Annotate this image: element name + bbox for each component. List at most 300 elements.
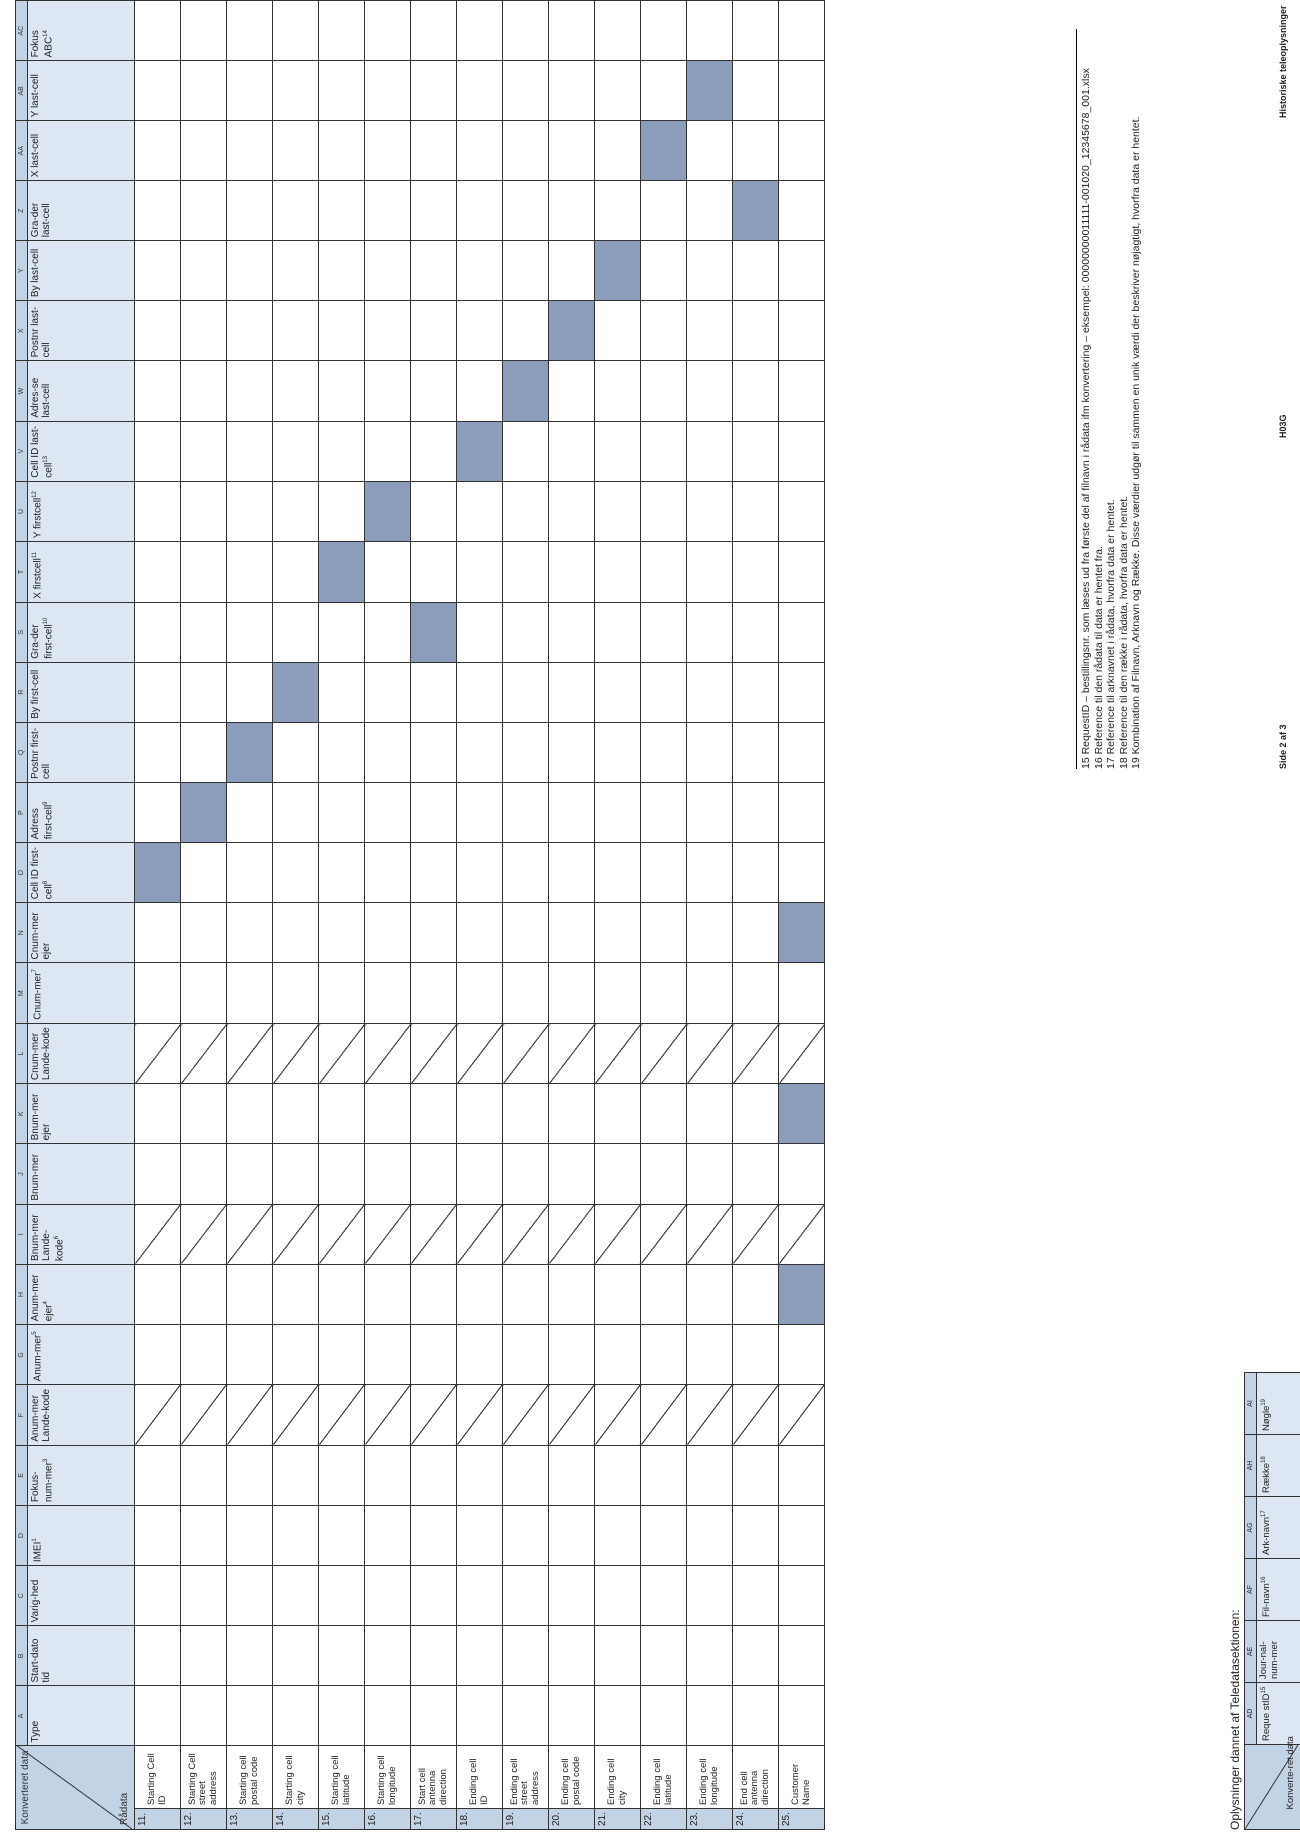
table-cell — [733, 1686, 779, 1746]
table-cell — [457, 1144, 503, 1204]
not-applicable-cell — [227, 1023, 273, 1083]
document-code: H03G — [1278, 414, 1288, 438]
table-cell — [687, 1084, 733, 1144]
table-cell — [687, 1144, 733, 1204]
table-cell — [549, 1144, 595, 1204]
row-label: Start cell antenna direction — [411, 1746, 457, 1809]
table-cell — [549, 421, 595, 481]
table-cell — [595, 963, 641, 1023]
table-cell — [411, 662, 457, 722]
table-cell — [319, 1626, 365, 1686]
column-header — [28, 241, 135, 301]
column-header — [28, 121, 135, 181]
mapped-cell — [227, 722, 273, 782]
table-cell — [273, 301, 319, 361]
table-cell — [503, 542, 549, 603]
column-header-label: By last-cell — [30, 248, 41, 298]
column-header-label: Cnum-mer Lande-kode — [30, 1027, 52, 1081]
table-cell — [595, 121, 641, 181]
table-cell — [365, 602, 411, 662]
row-label: Ending cell ID — [457, 1746, 503, 1809]
table-cell — [273, 782, 319, 842]
table-cell — [457, 1445, 503, 1505]
table-cell — [595, 361, 641, 421]
table-cell — [457, 301, 503, 361]
table-cell — [595, 1325, 641, 1385]
table-cell — [365, 61, 411, 121]
table-cell — [457, 782, 503, 842]
not-applicable-cell — [595, 1385, 641, 1445]
column-letter: M — [16, 963, 28, 1023]
table-cell — [319, 121, 365, 181]
row-label: Ending cell street address — [503, 1746, 549, 1809]
not-applicable-cell — [503, 1204, 549, 1264]
not-applicable-cell — [779, 1385, 825, 1445]
table-cell — [549, 843, 595, 903]
not-applicable-cell — [411, 1385, 457, 1445]
not-applicable-cell — [319, 1385, 365, 1445]
table-cell — [595, 542, 641, 603]
table-cell — [181, 1084, 227, 1144]
table-cell — [181, 361, 227, 421]
table-cell — [227, 421, 273, 481]
column-letter: P — [16, 782, 28, 842]
table-cell — [181, 903, 227, 963]
table-cell — [411, 481, 457, 542]
column-letter: V — [16, 421, 28, 481]
corner-diagonal — [16, 1746, 132, 1829]
table-cell — [319, 722, 365, 782]
table-cell — [411, 722, 457, 782]
footnote-ref: 19 — [1261, 1398, 1267, 1406]
table-cell — [411, 421, 457, 481]
mapped-cell — [365, 481, 411, 542]
mapped-cell — [503, 361, 549, 421]
table-cell — [227, 301, 273, 361]
table-cell — [641, 1445, 687, 1505]
table-cell — [457, 1264, 503, 1324]
footnote-ref: 5 — [32, 1331, 38, 1335]
table-cell — [503, 782, 549, 842]
not-applicable-cell — [135, 1023, 181, 1083]
table-cell — [135, 1445, 181, 1505]
table-cell — [595, 1445, 641, 1505]
row-number: 16. — [365, 1809, 411, 1830]
table-cell — [457, 602, 503, 662]
table-cell — [181, 722, 227, 782]
table-cell — [227, 1144, 273, 1204]
column-header — [28, 542, 135, 603]
not-applicable-cell — [273, 1385, 319, 1445]
table-cell — [181, 1325, 227, 1385]
table-cell — [411, 843, 457, 903]
corner-bottom-label: Rådata — [119, 1792, 130, 1825]
table-cell — [687, 481, 733, 542]
table-cell — [181, 481, 227, 542]
table-cell — [181, 61, 227, 121]
footnote-ref: 11 — [32, 551, 38, 559]
table-cell — [733, 662, 779, 722]
table-cell — [733, 1626, 779, 1686]
table-row — [319, 1, 365, 1830]
table-row — [457, 1, 503, 1830]
mapped-cell — [687, 61, 733, 121]
footnote-ref: 1 — [32, 1538, 38, 1542]
section-letter-row — [1245, 1373, 1257, 1830]
table-cell — [365, 1626, 411, 1686]
table-cell — [779, 1, 825, 61]
table-cell — [273, 1325, 319, 1385]
column-header — [28, 662, 135, 722]
table-cell — [319, 361, 365, 421]
column-letter: W — [16, 361, 28, 421]
not-applicable-cell — [457, 1385, 503, 1445]
footnote-ref: 16 — [1261, 1576, 1267, 1584]
table-cell — [319, 481, 365, 542]
table-cell — [733, 1325, 779, 1385]
table-cell — [135, 121, 181, 181]
table-cell — [181, 421, 227, 481]
column-header — [28, 61, 135, 121]
table-cell — [181, 241, 227, 301]
column-header — [28, 1385, 135, 1445]
table-cell — [135, 61, 181, 121]
table-cell — [135, 181, 181, 241]
not-applicable-cell — [181, 1023, 227, 1083]
table-cell — [641, 722, 687, 782]
table-cell — [549, 361, 595, 421]
table-cell — [273, 602, 319, 662]
table-cell — [411, 1686, 457, 1746]
table-cell — [227, 1264, 273, 1324]
table-cell — [273, 421, 319, 481]
table-cell — [641, 241, 687, 301]
table-cell — [365, 1445, 411, 1505]
table-row — [595, 1, 641, 1830]
row-label: Starting cell postal code — [227, 1746, 273, 1809]
table-cell — [411, 61, 457, 121]
footnote-ref: 4 — [43, 1301, 49, 1305]
table-cell — [135, 1686, 181, 1746]
table-cell — [411, 903, 457, 963]
table-cell — [549, 481, 595, 542]
column-header — [28, 1686, 135, 1746]
footnote-ref: 15 — [1261, 1686, 1267, 1694]
table-cell — [273, 481, 319, 542]
conversion-table — [15, 0, 825, 1830]
table-cell — [227, 963, 273, 1023]
not-applicable-cell — [779, 1023, 825, 1083]
table-cell — [549, 963, 595, 1023]
table-row — [687, 1, 733, 1830]
table-cell — [273, 722, 319, 782]
footnote-ref: 6 — [54, 1235, 60, 1240]
table-cell — [457, 361, 503, 421]
table-cell — [503, 1506, 549, 1566]
not-applicable-cell — [687, 1385, 733, 1445]
table-cell — [135, 1084, 181, 1144]
table-cell — [365, 1506, 411, 1566]
not-applicable-cell — [687, 1204, 733, 1264]
column-header-label: Gra-der last-cell — [30, 202, 52, 238]
table-cell — [411, 241, 457, 301]
table-cell — [227, 241, 273, 301]
table-cell — [365, 722, 411, 782]
row-label: Starting Cell street address — [181, 1746, 227, 1809]
table-cell — [273, 1084, 319, 1144]
table-cell — [779, 61, 825, 121]
section-column-label: Ark-navn — [1261, 1516, 1273, 1555]
table-cell — [595, 602, 641, 662]
table-cell — [549, 903, 595, 963]
table-cell — [733, 241, 779, 301]
table-cell — [503, 963, 549, 1023]
table-cell — [135, 903, 181, 963]
column-header — [28, 963, 135, 1023]
footnote-ref: 17 — [1261, 1510, 1267, 1517]
table-cell — [641, 963, 687, 1023]
table-row — [273, 1, 319, 1830]
row-number: 17. — [411, 1809, 457, 1830]
column-letter: R — [16, 662, 28, 722]
table-cell — [503, 602, 549, 662]
column-letter: T — [16, 542, 28, 603]
table-cell — [365, 301, 411, 361]
table-cell — [549, 1445, 595, 1505]
mapped-cell — [595, 241, 641, 301]
table-cell — [687, 421, 733, 481]
table-cell — [273, 1264, 319, 1324]
table-cell — [227, 1084, 273, 1144]
column-letter: C — [16, 1566, 28, 1626]
table-cell — [687, 722, 733, 782]
table-cell — [687, 1, 733, 61]
table-cell — [319, 1686, 365, 1746]
not-applicable-cell — [457, 1023, 503, 1083]
table-cell — [411, 1325, 457, 1385]
table-cell — [273, 843, 319, 903]
row-number: 20. — [549, 1809, 595, 1830]
column-header-label: X firstcell — [32, 558, 44, 599]
not-applicable-cell — [549, 1204, 595, 1264]
table-cell — [135, 542, 181, 603]
teledata-section-table — [1244, 1372, 1300, 1830]
table-cell — [595, 61, 641, 121]
table-cell — [503, 1084, 549, 1144]
table-cell — [181, 1445, 227, 1505]
column-letter: U — [16, 481, 28, 542]
table-cell — [273, 61, 319, 121]
document-title: Historiske teleoplysninger — [1278, 5, 1288, 118]
table-cell — [779, 602, 825, 662]
table-cell — [135, 963, 181, 1023]
table-cell — [733, 1144, 779, 1204]
table-cell — [319, 1506, 365, 1566]
table-cell — [319, 782, 365, 842]
table-cell — [687, 121, 733, 181]
footnote-ref: 9 — [43, 801, 49, 805]
row-label: Ending cell postal code — [549, 1746, 595, 1809]
table-cell — [457, 1686, 503, 1746]
table-cell — [181, 963, 227, 1023]
table-cell — [319, 1, 365, 61]
table-cell — [595, 1566, 641, 1626]
section-column-letter: AI — [1245, 1373, 1257, 1435]
table-cell — [411, 782, 457, 842]
table-cell — [273, 1506, 319, 1566]
table-cell — [779, 121, 825, 181]
table-cell — [503, 1144, 549, 1204]
not-applicable-cell — [273, 1204, 319, 1264]
table-cell — [181, 1144, 227, 1204]
table-cell — [733, 542, 779, 603]
table-cell — [641, 181, 687, 241]
table-cell — [503, 1264, 549, 1324]
table-cell — [641, 843, 687, 903]
row-label: Ending cell city — [595, 1746, 641, 1809]
table-cell — [641, 1, 687, 61]
not-applicable-cell — [135, 1204, 181, 1264]
column-header-label: Fokus-num-mer — [30, 1462, 55, 1503]
table-cell — [549, 1264, 595, 1324]
table-cell — [365, 1084, 411, 1144]
table-cell — [595, 662, 641, 722]
table-cell — [457, 1626, 503, 1686]
row-number: 22. — [641, 1809, 687, 1830]
table-cell — [779, 1445, 825, 1505]
mapped-cell — [411, 602, 457, 662]
table-cell — [733, 782, 779, 842]
mapped-cell — [779, 1084, 825, 1144]
table-cell — [641, 1325, 687, 1385]
column-header-label: Anum-mer Lande-kode — [30, 1388, 52, 1442]
column-header — [28, 1445, 135, 1505]
table-cell — [273, 361, 319, 421]
table-cell — [549, 542, 595, 603]
column-header — [28, 1204, 135, 1264]
not-applicable-cell — [549, 1023, 595, 1083]
table-cell — [411, 1144, 457, 1204]
column-header-label: By first-cell — [30, 669, 41, 719]
column-letter: AB — [16, 61, 28, 121]
table-cell — [135, 241, 181, 301]
table-cell — [181, 301, 227, 361]
table-cell — [549, 1506, 595, 1566]
table-cell — [365, 241, 411, 301]
not-applicable-cell — [365, 1204, 411, 1264]
table-cell — [503, 61, 549, 121]
not-applicable-cell — [227, 1385, 273, 1445]
table-cell — [181, 181, 227, 241]
column-header — [28, 1, 135, 61]
table-cell — [687, 1506, 733, 1566]
section-column-label: Reque stID — [1261, 1693, 1273, 1741]
table-cell — [365, 782, 411, 842]
column-letter: X — [16, 301, 28, 361]
section-corner-label: Konverte-ret data — [1284, 1736, 1296, 1810]
table-cell — [135, 722, 181, 782]
table-cell — [641, 1566, 687, 1626]
table-cell — [687, 241, 733, 301]
table-cell — [503, 241, 549, 301]
table-cell — [503, 1325, 549, 1385]
table-cell — [503, 1566, 549, 1626]
column-letter: Z — [16, 181, 28, 241]
column-header — [28, 782, 135, 842]
column-header-label: Y last-cell — [30, 74, 41, 118]
table-cell — [595, 1, 641, 61]
table-cell — [181, 1264, 227, 1324]
table-cell — [273, 903, 319, 963]
table-row — [641, 1, 687, 1830]
table-cell — [733, 1445, 779, 1505]
column-header-label: Y firstcell — [32, 497, 44, 539]
table-cell — [457, 481, 503, 542]
table-cell — [365, 1144, 411, 1204]
table-cell — [595, 1084, 641, 1144]
table-cell — [227, 361, 273, 421]
not-applicable-cell — [181, 1204, 227, 1264]
table-cell — [319, 903, 365, 963]
row-label: Starting cell city — [273, 1746, 319, 1809]
not-applicable-cell — [641, 1385, 687, 1445]
table-cell — [549, 1325, 595, 1385]
column-header-label: X last-cell — [30, 133, 41, 178]
section-title: Oplysninger dannet af Teledatasektionen: — [1228, 1609, 1242, 1830]
section-column-label: Fil-navn — [1261, 1583, 1273, 1617]
table-cell — [549, 61, 595, 121]
table-cell — [319, 963, 365, 1023]
table-cell — [365, 963, 411, 1023]
table-cell — [779, 481, 825, 542]
table-cell — [595, 181, 641, 241]
row-number: 24. — [733, 1809, 779, 1830]
table-cell — [779, 181, 825, 241]
table-cell — [595, 782, 641, 842]
table-cell — [641, 61, 687, 121]
table-cell — [687, 1445, 733, 1505]
table-cell — [227, 662, 273, 722]
table-cell — [733, 1, 779, 61]
column-letter: G — [16, 1325, 28, 1385]
table-cell — [687, 602, 733, 662]
table-row — [181, 1, 227, 1830]
table-cell — [503, 1, 549, 61]
section-column-label: Række — [1261, 1462, 1273, 1493]
table-cell — [733, 963, 779, 1023]
table-cell — [457, 241, 503, 301]
table-cell — [779, 1626, 825, 1686]
column-header-label: Bnum-mer Lande-kode — [30, 1214, 66, 1261]
table-cell — [365, 361, 411, 421]
table-cell — [135, 782, 181, 842]
column-header-label: Bnum-mer — [30, 1153, 41, 1201]
table-cell — [411, 542, 457, 603]
table-cell — [227, 61, 273, 121]
table-cell — [457, 722, 503, 782]
mapped-cell — [641, 121, 687, 181]
table-cell — [503, 1626, 549, 1686]
column-letter: L — [16, 1023, 28, 1083]
table-cell — [457, 1084, 503, 1144]
table-cell — [595, 903, 641, 963]
section-column-letter: AH — [1245, 1435, 1257, 1497]
not-applicable-cell — [181, 1385, 227, 1445]
table-cell — [503, 903, 549, 963]
table-cell — [135, 662, 181, 722]
table-cell — [687, 1686, 733, 1746]
mapped-cell — [135, 843, 181, 903]
